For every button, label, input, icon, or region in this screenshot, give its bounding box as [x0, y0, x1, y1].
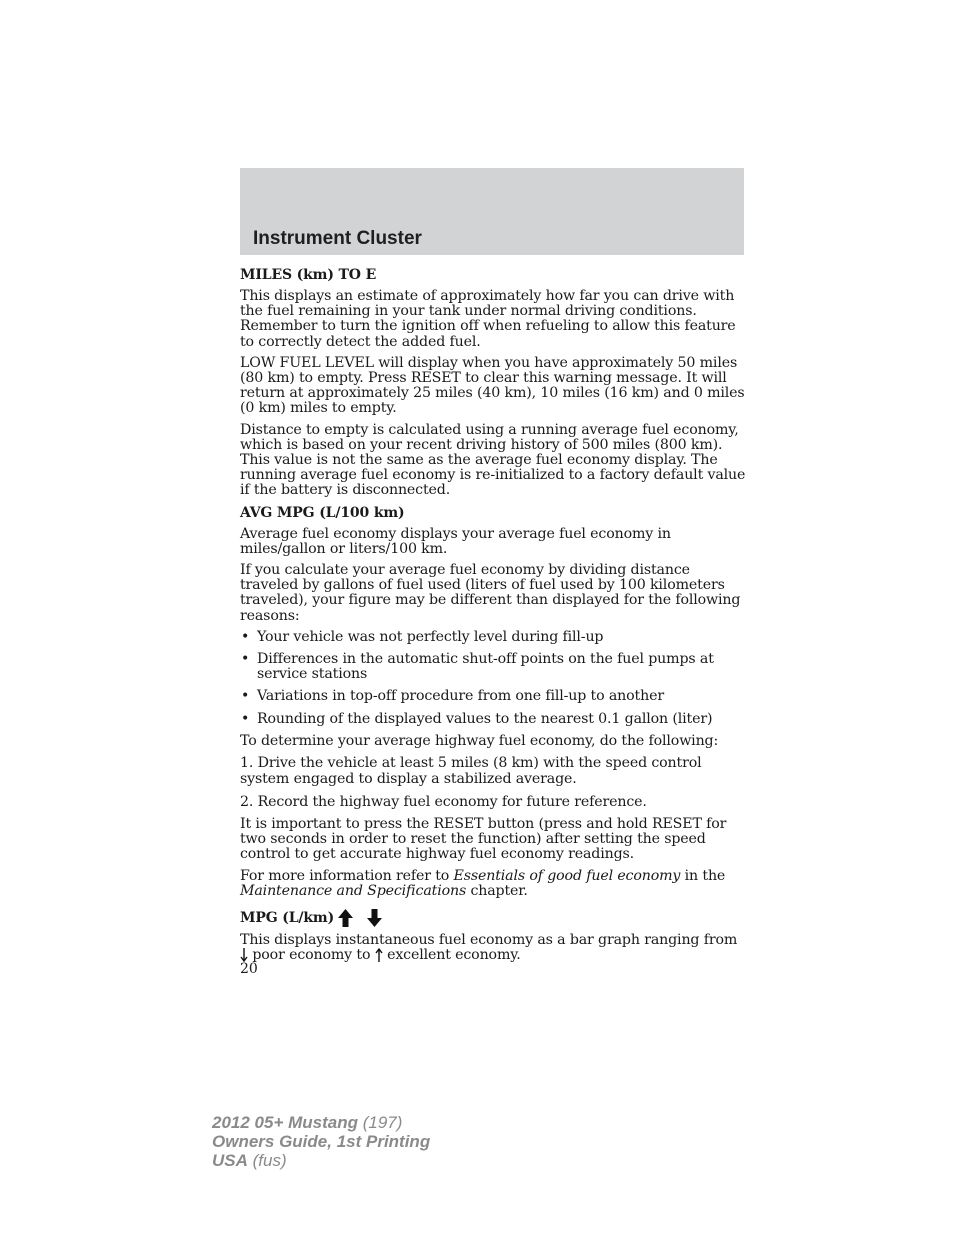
text: chapter.	[466, 882, 528, 899]
text: For more information refer to	[240, 867, 454, 884]
footer-line-2: Owners Guide, 1st Printing	[212, 1132, 431, 1151]
paragraph: To determine your average highway fuel economy, do the following:	[240, 732, 719, 749]
heading-mpg-text: MPG (L/km)	[240, 910, 335, 927]
thin-arrow-up-icon	[375, 948, 383, 962]
bullet: •	[241, 710, 250, 727]
bullet: •	[241, 651, 250, 668]
step-item: 2. Record the highway fuel economy for future reference.	[240, 794, 647, 811]
paragraph: It is important to press the RESET button (press and hold RESET for two seconds in order to reset the function) after setting the speed control to get accurate highway fuel economy readings.	[240, 816, 727, 863]
footer-market: USA	[212, 1151, 248, 1170]
paragraph: Distance to empty is calculated using a running average fuel economy, which is based on your recent driving history of 500 miles (800 km). This value is not the same as the average fuel economy display. The running average fuel economy is re-initialized to a factory default value if the battery is disconnected.	[240, 421, 746, 499]
paragraph-mpg	[240, 933, 746, 963]
text: in the	[680, 867, 726, 884]
section-title: Instrument Cluster	[253, 228, 422, 249]
footer-model: 2012 05+ Mustang	[212, 1113, 358, 1132]
list-item	[240, 630, 746, 645]
list-item-text: Your vehicle was not perfectly level during fill-up	[257, 628, 604, 645]
list-item-text: Variations in top-off procedure from one fill-up to another	[257, 688, 664, 705]
list-item	[240, 689, 746, 704]
section-header-band	[240, 168, 744, 255]
list-item-text: Rounding of the displayed values to the nearest 0.1 gallon (liter)	[257, 710, 713, 727]
list-item	[240, 652, 746, 682]
paragraph: If you calculate your average fuel economy by dividing distance traveled by gallons of fuel used (liters of fuel used by 100 kilometers traveled), your figure may be different than displayed for the following reasons:	[240, 562, 741, 624]
text: poor economy to	[248, 947, 375, 964]
footer-line-1	[212, 1113, 430, 1132]
page-content	[240, 267, 746, 970]
paragraph: LOW FUEL LEVEL will display when you have approximately 50 miles (80 km) to empty. Press RESET to clear this warning message. It will return at approximately 25 miles (40 km), 10 miles (16 km) and 0 miles (0 km) miles to empty.	[240, 354, 745, 417]
reference-essentials: Essentials of good fuel economy	[453, 867, 681, 884]
list-item	[240, 712, 746, 727]
page-number: 20	[240, 961, 258, 977]
steps-list	[240, 755, 746, 810]
text: excellent economy.	[382, 947, 521, 964]
paragraph: Average fuel economy displays your average fuel economy in miles/gallon or liters/100 km.	[240, 525, 671, 557]
arrow-up-icon	[338, 909, 353, 927]
footer-imprint	[212, 1113, 430, 1170]
paragraph: This displays an estimate of approximately how far you can drive with the fuel remaining in your tank under normal driving conditions. Remember to turn the ignition off when refueling to allow this feature to correctly detect the added fuel.	[240, 288, 736, 350]
footer-model-code: (197)	[358, 1113, 403, 1132]
heading-miles-to-e: MILES (km) TO E	[240, 267, 377, 283]
step-item: 1. Drive the vehicle at least 5 miles (8 km) with the speed control system engaged to display a stabilized average.	[240, 755, 702, 788]
reference-maintenance: Maintenance and Specifications	[240, 882, 467, 899]
footer-market-code: (fus)	[247, 1151, 287, 1170]
arrow-down-icon	[367, 909, 382, 927]
heading-avg-mpg: AVG MPG (L/100 km)	[240, 504, 405, 521]
bullet: •	[241, 688, 250, 705]
footer-line-3	[212, 1151, 430, 1170]
text: This displays instantaneous fuel economy as a bar graph ranging from	[240, 932, 738, 949]
heading-mpg	[240, 909, 746, 927]
bullet: •	[241, 628, 250, 645]
reasons-list	[240, 630, 746, 727]
list-item-text: Differences in the automatic shut-off points on the fuel pumps at service stations	[257, 651, 714, 683]
paragraph-more-info	[240, 869, 746, 899]
